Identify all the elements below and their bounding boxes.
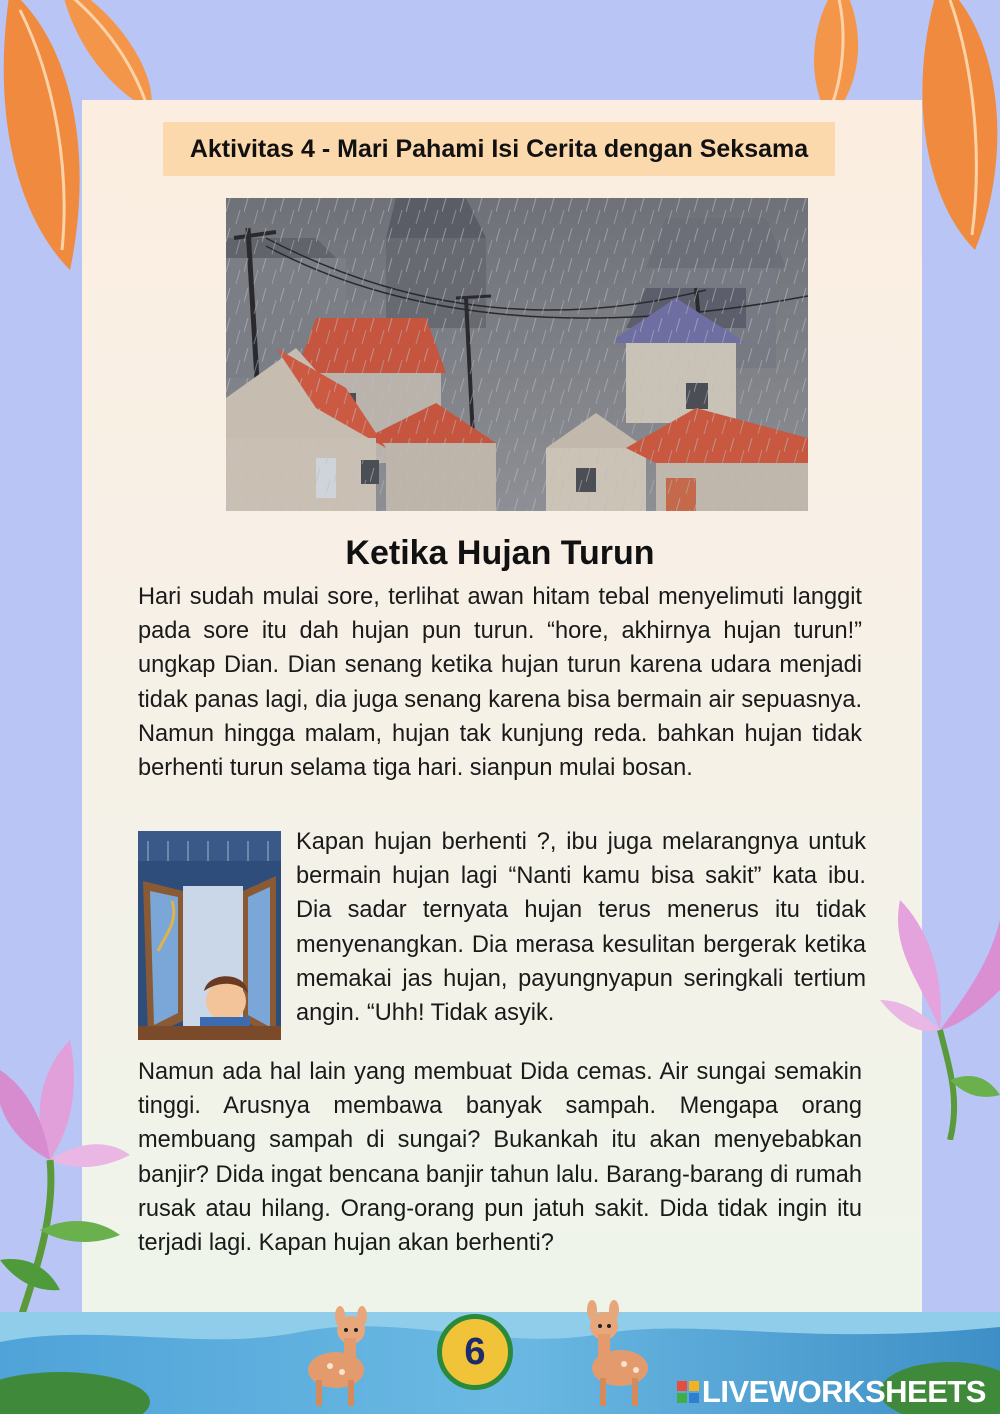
liveworksheets-logo-icon: [677, 1381, 699, 1403]
boy-at-window-illustration: [138, 831, 281, 1040]
liveworksheets-brand[interactable]: [677, 1374, 986, 1410]
story-title: Ketika Hujan Turun: [345, 534, 655, 572]
activity-title: Aktivitas 4 - Mari Pahami Isi Cerita dengan Seksama: [163, 122, 835, 176]
brand-label: LIVEWORKSHEETS: [701, 1374, 986, 1409]
page-number-badge: 6: [437, 1314, 513, 1390]
rainy-town-illustration: [226, 198, 808, 511]
deer-icon: [296, 1300, 376, 1408]
flower-decoration: [0, 1030, 140, 1320]
story-paragraph: Namun ada hal lain yang membuat Dida cemas. Air sungai semakin tinggi. Arusnya membawa banyak sampah. Mengapa orang membuang sampah di sungai? Bukankah itu akan menyebabkan banjir? Dida ingat bencana banjir tahun lalu. Barang-barang di rumah rusak atau hilang. Orang-orang pun jatuh sakit. Dida tidak ingin itu terjadi lagi. Kapan hujan akan berhenti?: [138, 1059, 862, 1257]
story-paragraph: Kapan hujan berhenti ?, ibu juga melarangnya untuk bermain hujan lagi “Nanti kamu bisa sakit” kata ibu. Dia sadar ternyata hujan terus menerus itu tidak menyenangkan. Dia merasa kesulitan bergerak ketika memakai jas hujan, payungnyapun seringkali tertium angin. “Uhh! Tidak asyik.: [296, 829, 866, 1027]
story-paragraph: Hari sudah mulai sore, terlihat awan hitam tebal menyelimuti langgit pada sore itu dah hujan pun turun. “hore, akhirnya hujan turun!” ungkap Dian. Dian senang ketika hujan turun karena udara menjadi tidak panas lagi, dia juga senang karena bisa bermain air sepuasnya. Namun hingga malam, hujan tak kunjung reda. bahkan hujan tidak berhenti turun selama tiga hari. sianpun mulai bosan.: [138, 584, 863, 782]
flower-decoration: [880, 880, 1000, 1140]
deer-icon: [578, 1296, 658, 1408]
